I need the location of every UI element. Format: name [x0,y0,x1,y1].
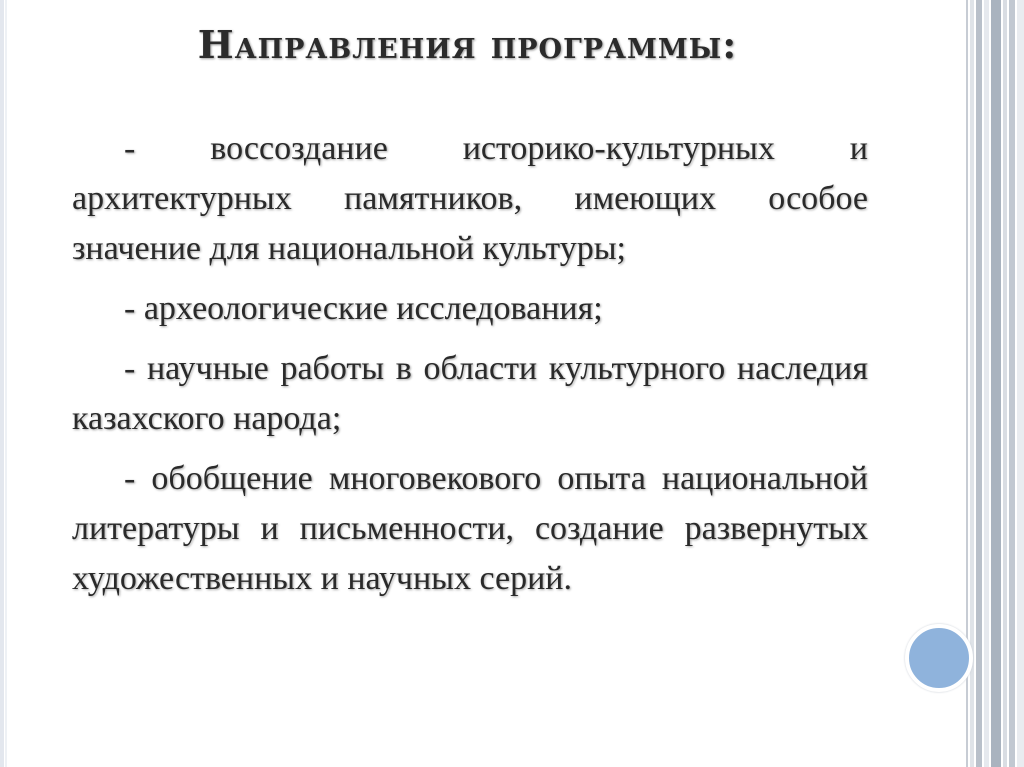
border-line [984,0,989,767]
left-border-stripe-inner [5,0,7,767]
list-item: - археологические исследования; [124,290,603,327]
border-line [1009,0,1015,767]
list-item: - научные работы в области культурного наследия казахского народа; [72,350,868,437]
decorative-circle [905,624,973,692]
border-line [991,0,1001,767]
list-item: - обобщение многовекового опыта национальной литературы и письменности, создание развернутых художественных и научных серий. [72,460,868,597]
right-decorative-border [966,0,1024,767]
list-item: - воссоздание историко-культурных и архитектурных памятников, имеющих особое значение для национальной культуры; [72,130,868,267]
left-border-stripe [0,0,4,767]
slide-title: Направления программы: [197,22,738,67]
border-line [1017,0,1024,767]
slide-content [72,124,868,614]
border-line [976,0,982,767]
border-line [1003,0,1007,767]
